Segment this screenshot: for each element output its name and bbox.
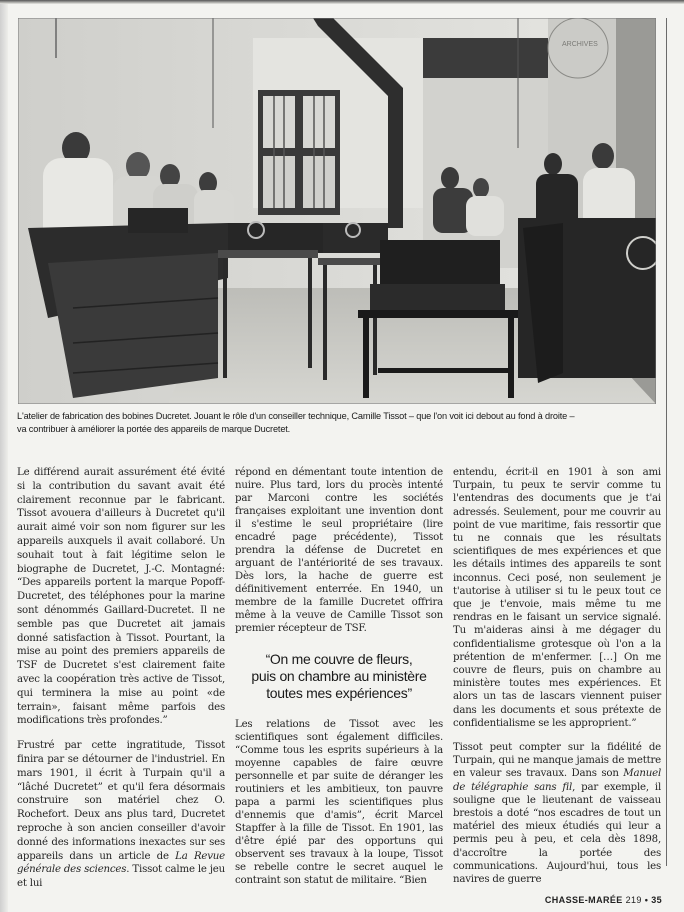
workshop-photo (18, 18, 656, 404)
paragraph: entendu, écrit-il en 1901 à son ami Turpain, tu peux te servir comme tu l'entendras des documents que je t'ai adressés. Seulement, pour me couvrir au point de vue maritime, fais ressortir que tu ne connais que les résultats scientifiques de mes expériences et que les détails intimes des appareils te sont inconnus. Ceci posé, non seulement je t'autorise à utiliser si tu le peux tout ce que je t'envoie, mais même tu me rendras en le faisant un service signalé. Tu m'aideras ainsi à me dégager du confidentialisme grotesque où l'on a la prétention de m'enfermer. […] On me couvre de fleurs, puis on chambre au ministère toutes mes expériences. Et alors un tas de lascars viennent puiser dans les documents et sous prétexte de confidentialisme se les approprient.” (453, 467, 661, 729)
paragraph (17, 739, 225, 891)
page-top-edge (0, 0, 684, 4)
window (258, 90, 340, 215)
caption-line-1: L'atelier de fabrication des bobines Ducretet. Jouant le rôle d'un conseiller technique, Camille Tissot – que l'on voit ici debout au fond à droite – (17, 411, 575, 421)
article-column-2 (235, 466, 443, 887)
magazine-name: CHASSE-MARÉE (544, 895, 623, 905)
paragraph-text: . Tissot calme le jeu et lui (17, 864, 225, 890)
paragraph-text: Frustré par cette ingratitude, Tissot finira par se détourner de l'industriel. En mars 1901, il écrit à Turpain qu'il a “lâché Ducretet” et qu'il fera désormais construire son matériel chez O. Rochefort. Deux ans plus tard, Ducretet reproche à son ancien conseiller d'avoir donné des informations inexactes sur ses appareils dans un article de (17, 740, 225, 862)
photo-caption (17, 410, 657, 436)
page-edge-shadow (0, 0, 8, 912)
stamp-text: ARCHIVES (562, 41, 598, 48)
column-rule (666, 18, 667, 866)
issue-number: 219 (625, 895, 642, 905)
ceiling-beam (423, 38, 548, 78)
caption-line-2: va contribuer à améliorer la portée des appareils de marque Ducretet. (17, 424, 291, 434)
pull-quote-line: “On me couvre de fleurs, (265, 651, 413, 667)
paragraph (453, 741, 661, 886)
article-column-1 (17, 466, 225, 891)
publication-title: La Revue générale des sciences (17, 850, 225, 876)
paragraph-text: , par exemple, il souligne que le lieutenant de vaisseau brestois a doté “nos escadres de tout un matériel des mieux étudiés qui leur a permis peu à peu, et cela dès 1898, d'accroître la portée des communications. Aujourd'hui, tous les navires de guerre (453, 781, 661, 886)
article-column-3 (453, 466, 661, 886)
pull-quote-line: toutes mes expériences” (266, 685, 412, 701)
page-folio (545, 895, 662, 906)
paragraph: Le différend aurait assurément été évité si la contribution du savant avait été clairement reconnue par le fabricant. Tissot avouera d'ailleurs à Ducretet qu'il aurait aimé voir son nom figurer sur les appareils auxquels il avait collaboré. Un souhait tout à fait légitime selon le biographe de Ducretet, J.-C. Montagné: “Des appareils portent la marque Popoff-Ducretet, des téléphones pour la marine sont dénommés Gaillard-Ducretet. Il ne semble pas que Ducretet ait jamais donné satisfaction à Tissot. Pourtant, la mise au point des premiers appareils de TSF de Ducretet s'est clairement faite avec la coopération très active de Tissot, qui terminera la mise au point «de terrain», faisant même parfois des modifications très profondes.” (17, 467, 225, 727)
book-title: Manuel de télégraphie sans fil (453, 768, 661, 793)
workshop-photo-illustration (18, 18, 656, 404)
paragraph: répond en démentant toute intention de nuire. Plus tard, lors du procès intenté par Marconi contre les sociétés françaises exploitant une invention dont il s'estime le seul propriétaire (lire encadré page précédente), Tissot prendra la défense de Ducretet en arguant de l'antériorité de ses travaux. Dès lors, la hache de guerre est définitivement enterrée. En 1940, un membre de la famille Ducretet offrira même à la veuve de Camille Tissot son premier récepteur de TSF. (235, 467, 443, 634)
paragraph-text: Tissot peut compter sur la fidélité de Turpain, qui ne manque jamais de mettre en valeur ses travaux. Dans son (453, 742, 661, 780)
page-number: 35 (651, 895, 662, 905)
folio-separator: • (644, 895, 649, 905)
workbench-right (518, 218, 656, 383)
pull-quote-line: puis on chambre au ministère (251, 668, 427, 684)
paragraph: Les relations de Tissot avec les scientifiques sont également difficiles. “Comme tous les esprits supérieurs à la moyenne capables de faire œuvre personnelle et par suite de déranger les routiniers et les ambitieux, ton pauvre papa a parmi les scientifiques plus d'ennemis que d'amis”, écrit Marcel Stapffer à la fille de Tissot. En 1901, las d'être épié par des opportuns qui observent ses travaux à la loupe, Tissot se rebelle contre le secret auquel le contraint son statut de militaire. “Bien (235, 719, 443, 886)
pull-quote (235, 651, 443, 702)
